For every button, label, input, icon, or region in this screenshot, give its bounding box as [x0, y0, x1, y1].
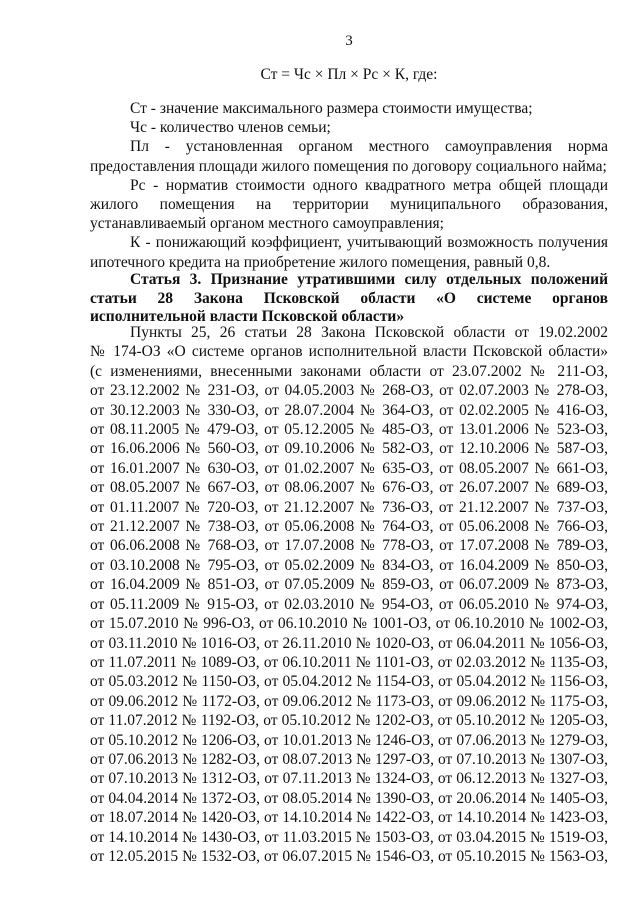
article-line: от 05.03.2012 № 1150-ОЗ, от 05.04.2012 № 1154-ОЗ, от 05.04.2012 № 1156-ОЗ, — [90, 673, 608, 691]
article-line: от 16.06.2006 № 560-ОЗ, от 09.10.2006 № 582-ОЗ, от 12.10.2006 № 587-ОЗ, — [90, 440, 608, 458]
article-line: (с изменениями, внесенными законами области от 23.07.2002 № 211-ОЗ, — [90, 362, 608, 380]
article-line: от 01.11.2007 № 720-ОЗ, от 21.12.2007 № 736-ОЗ, от 21.12.2007 № 737-ОЗ, — [90, 498, 608, 516]
article-line: от 08.05.2007 № 667-ОЗ, от 08.06.2007 № 676-ОЗ, от 26.07.2007 № 689-ОЗ, — [90, 479, 608, 497]
article-line: от 15.07.2010 № 996-ОЗ, от 06.10.2010 № 1001-ОЗ, от 06.10.2010 № 1002-ОЗ, — [90, 615, 608, 633]
article-line: от 03.10.2008 № 795-ОЗ, от 05.02.2009 № 834-ОЗ, от 16.04.2009 № 850-ОЗ, — [90, 556, 608, 574]
article-line: от 04.04.2014 № 1372-ОЗ, от 08.05.2014 № 1390-ОЗ, от 20.06.2014 № 1405-ОЗ, — [90, 789, 608, 807]
article-line: от 03.11.2010 № 1016-ОЗ, от 26.11.2010 № 1020-ОЗ, от 06.04.2011 № 1056-ОЗ, — [90, 634, 608, 652]
article-line: от 16.01.2007 № 630-ОЗ, от 01.02.2007 № 635-ОЗ, от 08.05.2007 № 661-ОЗ, — [90, 459, 608, 477]
article-line: от 09.06.2012 № 1172-ОЗ, от 09.06.2012 № 1173-ОЗ, от 09.06.2012 № 1175-ОЗ, — [90, 692, 608, 710]
definition-pl: Пл - установленная органом местного самоуправления норма предоставления площади жилого помещения по договору социального найма; — [90, 138, 608, 175]
article-title: Статья 3. Признание утратившими силу отдельных положений статьи 28 Закона Псковской области «О системе органов исполнительной власти Псковской области» — [90, 271, 608, 326]
page-number: 3 — [345, 33, 353, 49]
article-line: от 07.06.2013 № 1282-ОЗ, от 08.07.2013 № 1297-ОЗ, от 07.10.2013 № 1307-ОЗ, — [90, 750, 608, 768]
article-line: от 05.11.2009 № 915-ОЗ, от 02.03.2010 № 954-ОЗ, от 06.05.2010 № 974-ОЗ, — [90, 595, 608, 613]
article-line: от 11.07.2011 № 1089-ОЗ, от 06.10.2011 № 1101-ОЗ, от 02.03.2012 № 1135-ОЗ, — [90, 653, 608, 671]
article-line: от 30.12.2003 № 330-ОЗ, от 28.07.2004 № 364-ОЗ, от 02.02.2005 № 416-ОЗ, — [90, 401, 608, 419]
definition-rs: Рс - норматив стоимости одного квадратного метра общей площади жилого помещения на территории муниципального образования, устанавливаемый органом местного самоуправления; — [90, 176, 608, 233]
definition-st: Ст - значение максимального размера стоимости имущества; — [130, 100, 533, 117]
article-line: от 14.10.2014 № 1430-ОЗ, от 11.03.2015 № 1503-ОЗ, от 03.04.2015 № 1519-ОЗ, — [90, 828, 608, 846]
article-line: от 11.07.2012 № 1192-ОЗ, от 05.10.2012 № 1202-ОЗ, от 05.10.2012 № 1205-ОЗ, — [90, 712, 608, 730]
article-body — [90, 323, 608, 866]
article-line: № 174-ОЗ «О системе органов исполнительной власти Псковской области» — [90, 343, 608, 361]
article-line: от 07.10.2013 № 1312-ОЗ, от 07.11.2013 № 1324-ОЗ, от 06.12.2013 № 1327-ОЗ, — [90, 770, 608, 788]
article-line: от 23.12.2002 № 231-ОЗ, от 04.05.2003 № 268-ОЗ, от 02.07.2003 № 278-ОЗ, — [90, 382, 608, 400]
article-line: Пункты 25, 26 статьи 28 Закона Псковской области от 19.02.2002 — [130, 324, 608, 341]
formula: Ст = Чс × Пл × Рс × К, где: — [260, 66, 438, 83]
article-line: от 08.11.2005 № 479-ОЗ, от 05.12.2005 № 485-ОЗ, от 13.01.2006 № 523-ОЗ, — [90, 421, 608, 439]
article-line: от 12.05.2015 № 1532-ОЗ, от 06.07.2015 № 1546-ОЗ, от 05.10.2015 № 1563-ОЗ, — [90, 847, 608, 865]
article-line: от 05.10.2012 № 1206-ОЗ, от 10.01.2013 № 1246-ОЗ, от 07.06.2013 № 1279-ОЗ, — [90, 731, 608, 749]
article-line: от 06.06.2008 № 768-ОЗ, от 17.07.2008 № 778-ОЗ, от 17.07.2008 № 789-ОЗ, — [90, 537, 608, 555]
article-line: от 18.07.2014 № 1420-ОЗ, от 14.10.2014 № 1422-ОЗ, от 14.10.2014 № 1423-ОЗ, — [90, 809, 608, 827]
definition-k: К - понижающий коэффициент, учитывающий возможность получения ипотечного кредита на приобретение жилого помещения, равный 0,8. — [90, 234, 608, 271]
definition-chs: Чс - количество членов семьи; — [130, 119, 331, 137]
definitions-list — [90, 99, 608, 272]
article-line: от 16.04.2009 № 851-ОЗ, от 07.05.2009 № 859-ОЗ, от 06.07.2009 № 873-ОЗ, — [90, 576, 608, 594]
article-line: от 21.12.2007 № 738-ОЗ, от 05.06.2008 № 764-ОЗ, от 05.06.2008 № 766-ОЗ, — [90, 518, 608, 536]
